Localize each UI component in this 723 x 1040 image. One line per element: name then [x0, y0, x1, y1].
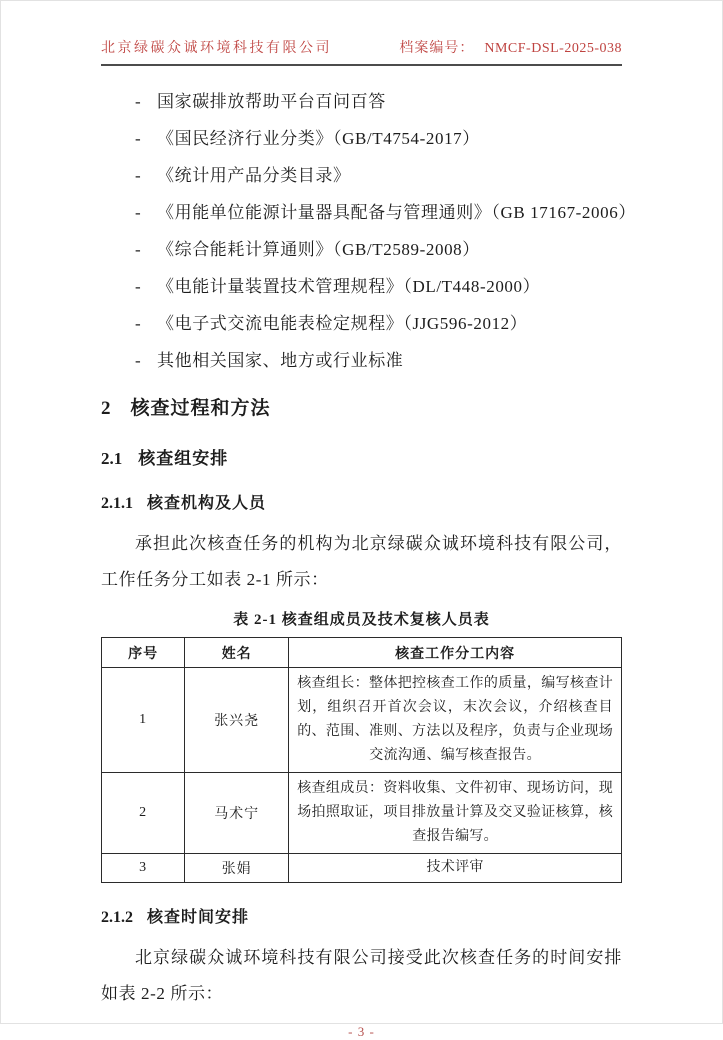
cell-duty: 技术评审 [289, 854, 622, 883]
document-page [1, 1, 722, 1039]
cell-no: 2 [102, 773, 185, 854]
cell-name: 张兴尧 [185, 668, 289, 773]
list-item [135, 278, 622, 295]
list-item-text: 《综合能耗计算通则》（GB/T2589-2008） [157, 240, 480, 259]
header-cell-name: 姓名 [185, 638, 289, 668]
section-title: 核查组安排 [138, 449, 229, 468]
page-number: - 3 - [348, 1024, 375, 1039]
list-item [135, 352, 622, 369]
list-item-text: 国家碳排放帮助平台百问百答 [157, 92, 386, 111]
section-number: 2.1 [101, 449, 123, 468]
list-item [135, 93, 622, 110]
bullet-dash: - [135, 129, 142, 148]
archive-label: 档案编号： [399, 41, 475, 56]
table-row [102, 854, 622, 883]
bullet-dash: - [135, 351, 142, 370]
section-heading-2-1-1 [101, 490, 622, 513]
section-heading-2 [101, 393, 622, 420]
bullet-dash: - [135, 314, 142, 333]
section-heading-2-1 [101, 444, 622, 469]
section-number: 2.1.1 [101, 495, 133, 512]
cell-name: 张娟 [185, 854, 289, 883]
cell-name: 马术宁 [185, 773, 289, 854]
archive-number-group [399, 37, 622, 57]
section-title: 核查机构及人员 [147, 495, 267, 512]
cell-duty: 核查组成员：资料收集、文件初审、现场访问，现场拍照取证，项目排放量计算及交叉验证核算，核查报告编写。 [289, 773, 622, 854]
page-header [101, 37, 622, 66]
list-item [135, 167, 622, 184]
list-item [135, 315, 622, 332]
table-header-row [102, 638, 622, 668]
table-caption: 表 2-1 核查组成员及技术复核人员表 [233, 612, 490, 628]
section-number: 2.1.2 [101, 909, 133, 926]
bullet-dash: - [135, 240, 142, 259]
list-item-text: 《用能单位能源计量器具配备与管理通则》（GB 17167-2006） [157, 203, 636, 222]
header-cell-duty: 核查工作分工内容 [289, 638, 622, 668]
list-item [135, 130, 622, 147]
list-item [135, 241, 622, 258]
paragraph-team-intro: 承担此次核查任务的机构为北京绿碳众诚环境科技有限公司，工作任务分工如表 2-1 所示： [101, 534, 622, 589]
list-item-text: 《电子式交流电能表检定规程》（JJG596-2012） [157, 314, 528, 333]
bullet-dash: - [135, 92, 142, 111]
list-item-text: 其他相关国家、地方或行业标准 [157, 351, 404, 370]
bullet-dash: - [135, 166, 142, 185]
paragraph-schedule-intro: 北京绿碳众诚环境科技有限公司接受此次核查任务的时间安排如表 2-2 所示： [101, 948, 622, 1003]
list-item-text: 《国民经济行业分类》（GB/T4754-2017） [157, 129, 480, 148]
section-heading-2-1-2 [101, 904, 622, 927]
company-name: 北京绿碳众诚环境科技有限公司 [101, 41, 332, 56]
bullet-dash: - [135, 203, 142, 222]
cell-no: 3 [102, 854, 185, 883]
header-cell-no: 序号 [102, 638, 185, 668]
cell-duty: 核查组长：整体把控核查工作的质量，编写核查计划，组织召开首次会议，末次会议，介绍核查目的、范围、准则、方法以及程序，负责与企业现场交流沟通、编写核查报告。 [289, 668, 622, 773]
table-row [102, 668, 622, 773]
list-item-text: 《电能计量装置技术管理规程》（DL/T448-2000） [157, 277, 541, 296]
section-number: 2 [101, 398, 111, 419]
bullet-dash: - [135, 277, 142, 296]
list-item-text: 《统计用产品分类目录》 [157, 166, 351, 185]
section-title: 核查过程和方法 [130, 398, 271, 419]
list-item [135, 203, 636, 222]
archive-number: NMCF-DSL-2025-038 [484, 41, 622, 56]
reference-list [101, 92, 636, 370]
team-table [101, 637, 622, 883]
cell-no: 1 [102, 668, 185, 773]
section-title: 核查时间安排 [147, 909, 250, 926]
table-row [102, 773, 622, 854]
